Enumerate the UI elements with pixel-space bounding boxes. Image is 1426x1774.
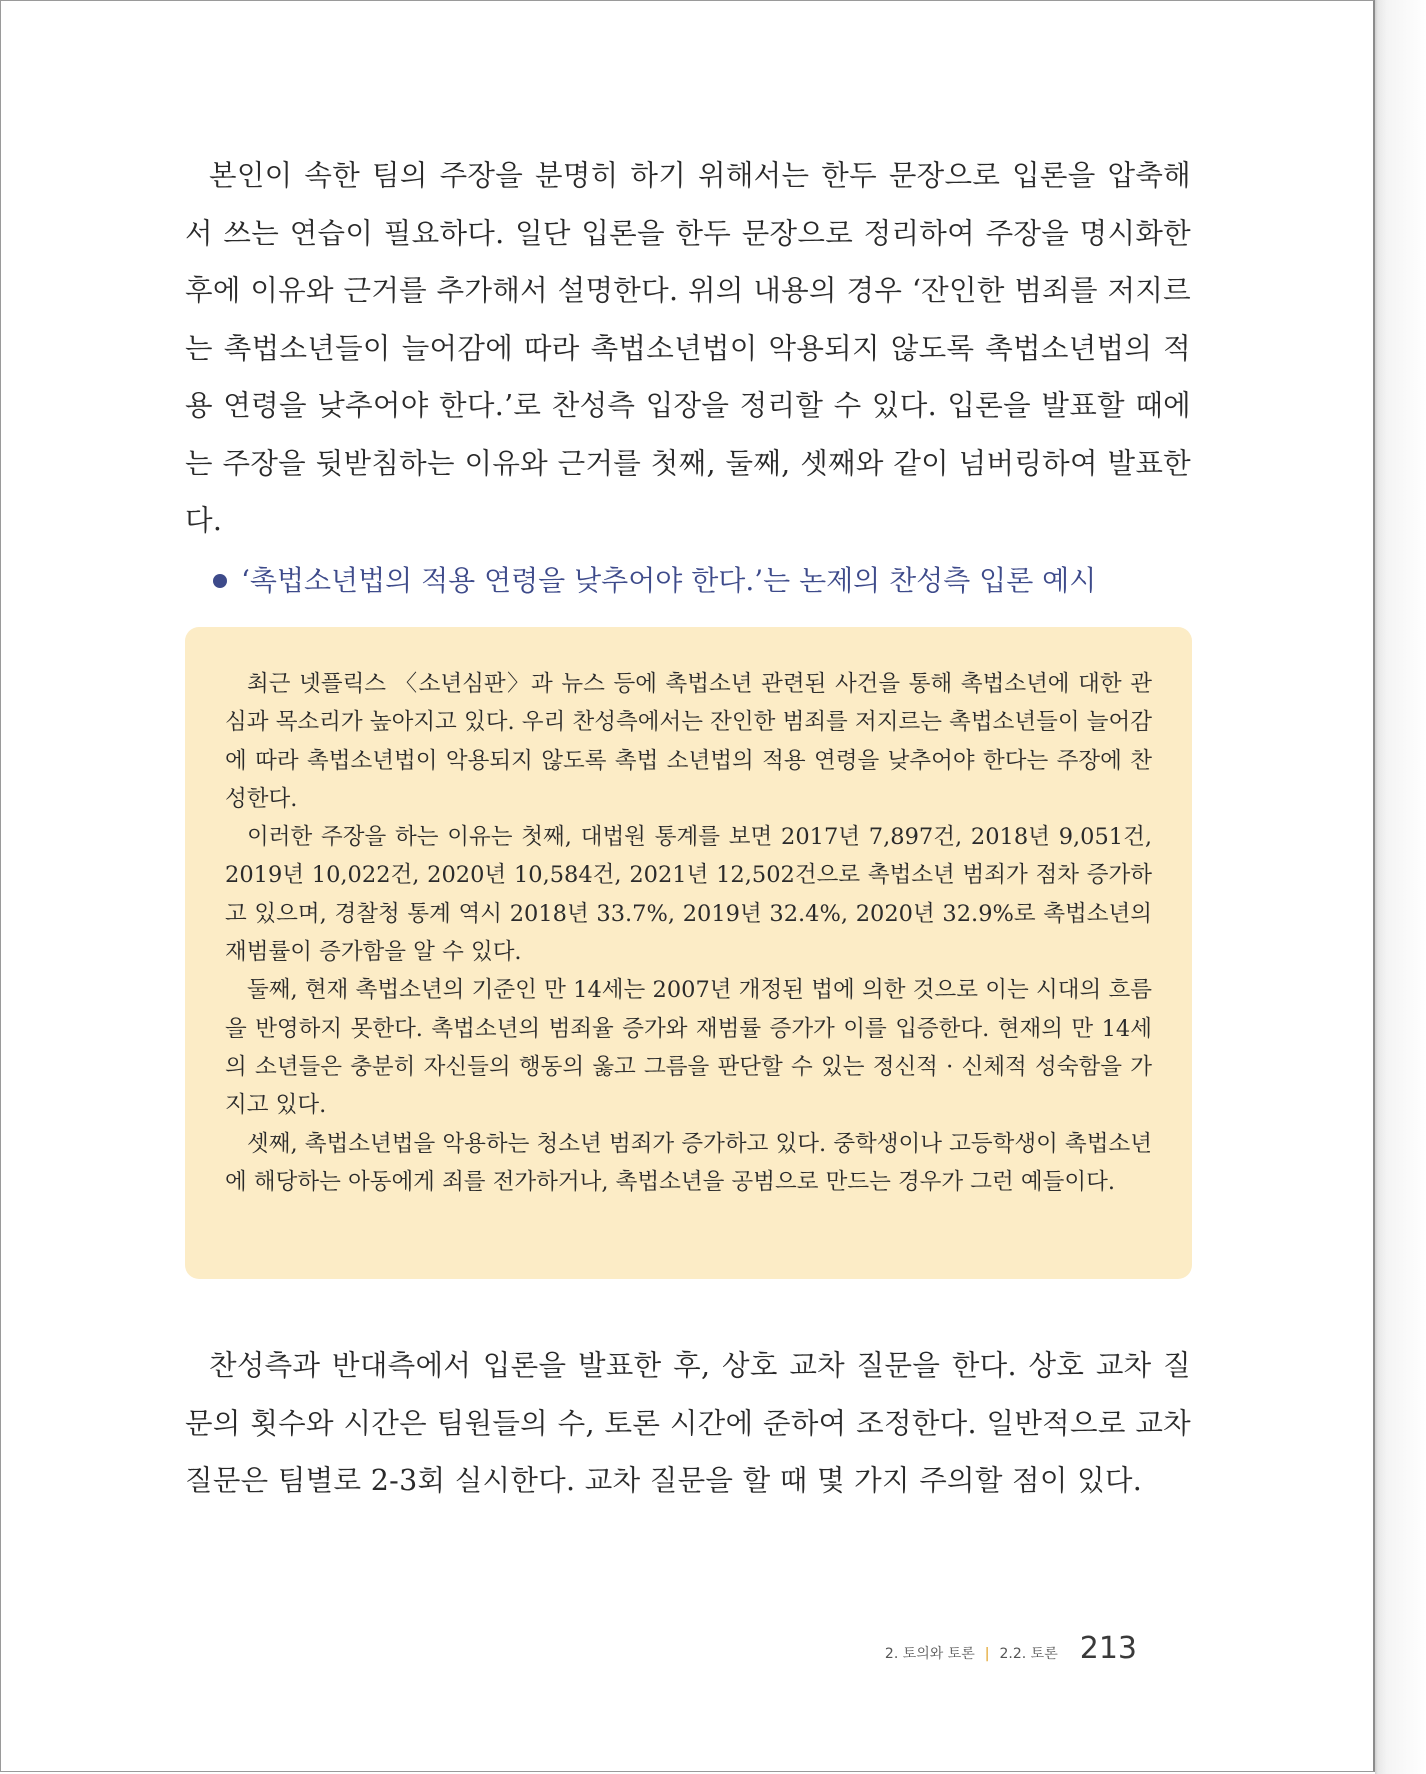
example-paragraph: 이러한 주장을 하는 이유는 첫째, 대법원 통계를 보면 2017년 7,897건, 2018년 9,051건, 2019년 10,022건, 2020년 10,584건, 2021년 12,502건으로 촉법소년 범죄가 점차 증가하고 있으며, 경찰청 통계 역시 2018년 33.7%, 2019년 32.4%, 2020년 32.9%로 촉법소년의 재범률이 증가함을 알 수 있다. [225, 824, 1152, 966]
body-paragraph: 찬성측과 반대측에서 입론을 발표한 후, 상호 교차 질문을 한다. 상호 교차 질문의 횟수와 시간은 팀원들의 수, 토론 시간에 준하여 조정한다. 일반적으로 교차 질문은 팀별로 2-3회 실시한다. 교차 질문을 할 때 몇 가지 주의할 점이 있다. [185, 1349, 1191, 1497]
example-box [185, 627, 1192, 1279]
footer-chapter: 2. 토의와 토론 [884, 1646, 975, 1662]
body-paragraph: 본인이 속한 팀의 주장을 분명히 하기 위해서는 한두 문장으로 입론을 압축해서 쓰는 연습이 필요하다. 일단 입론을 한두 문장으로 정리하여 주장을 명시화한 후에 이유와 근거를 추가해서 설명한다. 위의 내용의 경우 ‘잔인한 범죄를 저지르는 촉법소년들이 늘어감에 따라 촉법소년법이 악용되지 않도록 촉법소년법의 적용 연령을 낮추어야 한다.’로 찬성측 입장을 정리할 수 있다. 입론을 발표할 때에는 주장을 뒷받침하는 이유와 근거를 첫째, 둘째, 셋째와 같이 넘버링하여 발표한다. [185, 159, 1191, 537]
page-number: 213 [1079, 1631, 1137, 1666]
page-footer [885, 1631, 1137, 1666]
footer-separator: | [984, 1646, 990, 1662]
example-paragraph: 둘째, 현재 촉법소년의 기준인 만 14세는 2007년 개정된 법에 의한 것으로 이는 시대의 흐름을 반영하지 못한다. 촉법소년의 범죄율 증가와 재범률 증가가 이를 입증한다. 현재의 만 14세의 소년들은 충분히 자신들의 행동의 옳고 그름을 판단할 수 있는 정신적 · 신체적 성숙함을 가지고 있다. [225, 977, 1152, 1119]
example-paragraph: 셋째, 촉법소년법을 악용하는 청소년 범죄가 증가하고 있다. 중학생이나 고등학생이 촉법소년에 해당하는 아동에게 죄를 전가하거나, 촉법소년을 공범으로 만드는 경우가 그런 예들이다. [225, 1130, 1152, 1195]
example-heading-text: ‘촉법소년법의 적용 연령을 낮추어야 한다.’는 논제의 찬성측 입론 예시 [241, 564, 1097, 597]
page-edge-shadow [1375, 0, 1426, 1774]
example-heading [213, 561, 1096, 601]
footer-section: 2.2. 토론 [999, 1646, 1058, 1662]
bullet-icon [213, 574, 227, 588]
example-paragraph: 최근 넷플릭스 〈소년심판〉과 뉴스 등에 촉법소년 관련된 사건을 통해 촉법소년에 대한 관심과 목소리가 높아지고 있다. 우리 찬성측에서는 잔인한 범죄를 저지르는 촉법소년들이 늘어감에 따라 촉법소년법이 악용되지 않도록 촉법 소년법의 적용 연령을 낮추어야 한다는 주장에 찬성한다. [225, 671, 1152, 812]
